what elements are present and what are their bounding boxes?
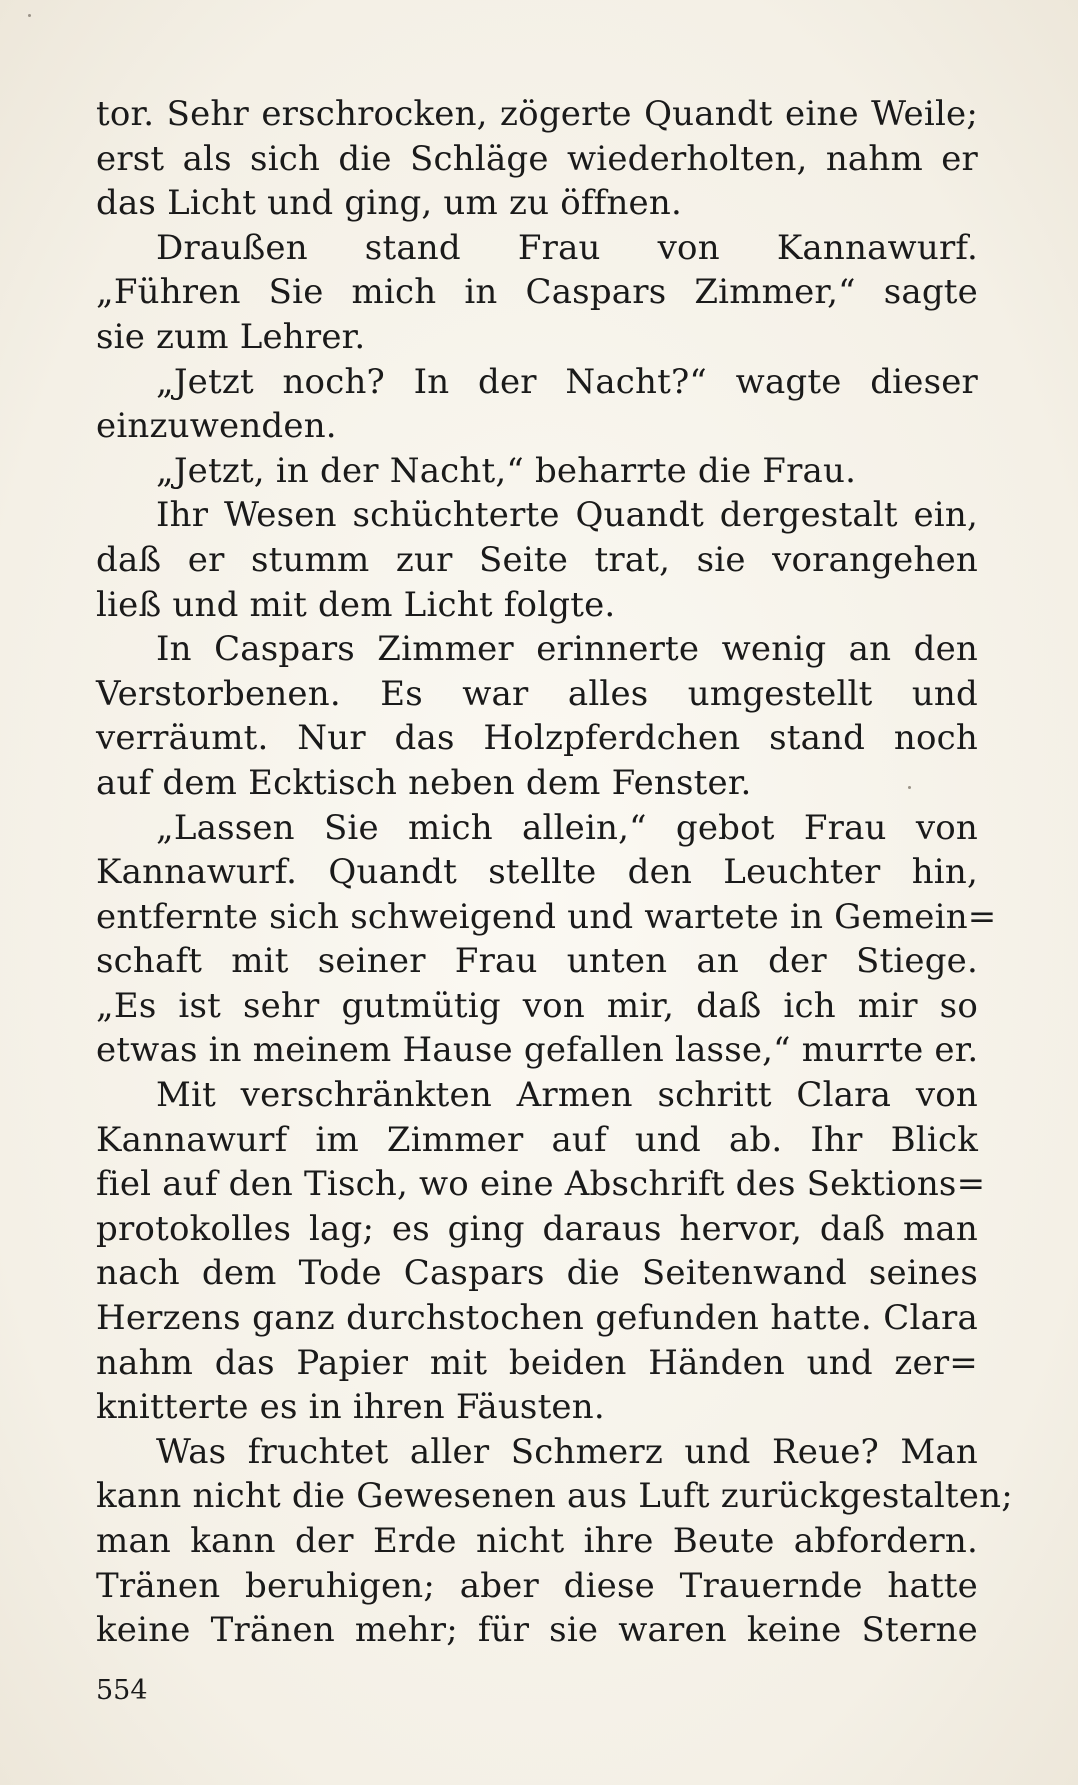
text-line: fiel auf den Tisch, wo eine Abschrift des Sektions= (96, 1164, 986, 1205)
text-line: Kannawurf im Zimmer auf und ab. Ihr Blick (96, 1119, 978, 1160)
text-line: verräumt. Nur das Holzpferdchen stand noch (96, 718, 978, 759)
text-line: sie zum Lehrer. (96, 316, 366, 357)
text-line: man kann der Erde nicht ihre Beute abfordern. (96, 1521, 978, 1561)
text-line: daß er stumm zur Seite trat, sie vorangehen (96, 539, 978, 580)
text-line: Herzens ganz durchstochen gefunden hatte. Clara (96, 1298, 978, 1339)
text-line: tor. Sehr erschrocken, zögerte Quandt eine Weile; (96, 94, 978, 134)
text-line: Ihr Wesen schüchterte Quandt dergestalt ein, (156, 495, 978, 536)
text-line: „Führen Sie mich in Caspars Zimmer,“ sagte (96, 272, 978, 313)
text-line: das Licht und ging, um zu öffnen. (96, 183, 682, 224)
text-line: auf dem Ecktisch neben dem Fenster. (96, 762, 752, 803)
text-line: erst als sich die Schläge wiederholten, nahm er (96, 138, 978, 179)
text-line: Tränen beruhigen; aber diese Trauernde hatte (96, 1565, 978, 1606)
text-line: nach dem Tode Caspars die Seitenwand seines (96, 1253, 978, 1294)
text-line: nahm das Papier mit beiden Händen und zer= (96, 1342, 978, 1383)
text-line: kann nicht die Gewesenen aus Luft zurückgestalten; (96, 1476, 1013, 1517)
text-line: Verstorbenen. Es war alles umgestellt und (96, 673, 978, 714)
body-text (96, 92, 1013, 1653)
text-line: protokolles lag; es ging daraus hervor, daß man (96, 1208, 978, 1249)
text-line: keine Tränen mehr; für sie waren keine Sterne (96, 1610, 978, 1651)
text-line: „Es ist sehr gutmütig von mir, daß ich mir so (96, 985, 978, 1026)
text-line: etwas in meinem Hause gefallen lasse,“ murrte er. (96, 1030, 979, 1071)
text-line: schaft mit seiner Frau unten an der Stiege. (96, 941, 978, 982)
text-line: Mit verschränkten Armen schritt Clara von (156, 1075, 978, 1116)
paper-speck (28, 14, 31, 17)
text-line: „Jetzt noch? In der Nacht?“ wagte dieser (156, 361, 978, 402)
text-line: ließ und mit dem Licht folgte. (96, 584, 616, 625)
text-line: „Jetzt, in der Nacht,“ beharrte die Frau. (156, 450, 857, 491)
text-line: „Lassen Sie mich allein,“ gebot Frau von (156, 807, 978, 848)
page-number: 554 (96, 1675, 148, 1706)
text-line: knitterte es in ihren Fäusten. (96, 1387, 605, 1428)
text-line: In Caspars Zimmer erinnerte wenig an den (156, 629, 978, 670)
text-line: Kannawurf. Quandt stellte den Leuchter hin, (96, 852, 978, 893)
text-line: Was fruchtet aller Schmerz und Reue? Man (156, 1431, 978, 1472)
text-line: entfernte sich schweigend und wartete in Gemein= (96, 896, 997, 937)
text-line: einzuwenden. (96, 406, 337, 447)
text-line: Draußen stand Frau von Kannawurf. (156, 227, 978, 268)
